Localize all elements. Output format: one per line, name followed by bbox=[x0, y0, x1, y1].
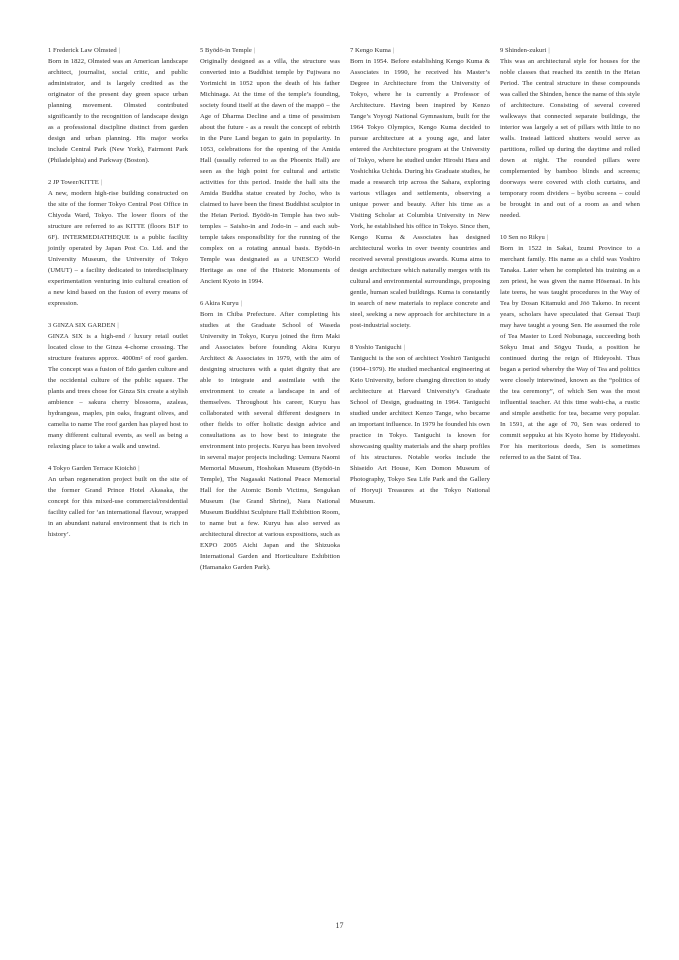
column-2 bbox=[200, 45, 340, 584]
note-heading: 1 Frederick Law Olmsted | bbox=[48, 47, 121, 54]
note-shinden-zukuri bbox=[500, 45, 640, 221]
note-body: This was an architectural style for houses for the noble classes that reached its zenith in the Heian Period. The central structure in these compounds was called the Shinden, hence the name of this style of architecture. Consisting of several covered walkways that connected separate buildings, the interior was largely a set of pillars with little to no walls. Instead latticed shutters would serve as partitions, rolled up during the daytime and rolled down at night. The rounded pillars were complemented by bamboo blinds and screens; doorways were covered with cloth curtains, and temporary room dividers – byōbu screens – could be brought in and out of a room as and when needed. bbox=[500, 58, 640, 219]
note-body: Originally designed as a villa, the structure was converted into a Buddhist temple by Fujiwara no Yorimichi in 1052 upon the death of his father Michinaga. At the time of the temple’s founding, society found itself at the dawn of the mappō – the Age of Dharma Decline and a time of pessimism about the future - as a result the concept of rebirth in the Pure Land began to gain in popularity. In 1053, celebrations for the opening of the Amida Hall (usually referred to as the Phoenix Hall) are seen as the high point for cultural and artistic activities for this period. Inside the hall sits the Amida Buddha statue created by Jocho, who is claimed to have been the finest Buddhist sculptor in the Heian Period. Byōdō-in Temple has two sub-temples – Saisho-in and Jodo-in – and each sub-temple takes responsibility for the running of the complex on a rotating annual basis. Byōdō-in Temple was designated as a UNESCO World Heritage as one of the Historic Monuments of Ancient Kyoto in 1994. bbox=[200, 58, 340, 285]
note-akira-kuryu bbox=[200, 298, 340, 573]
note-body: An urban regeneration project built on the site of the former Grand Prince Hotel Akasaka, the concept for this mixed-use commercial/residential facility called for ‘an international flavour, wrapped in an abundant natural environment that is rich in history’. bbox=[48, 476, 188, 538]
note-heading: 6 Akira Kuryu | bbox=[200, 300, 243, 307]
note-sen-no-rikyu bbox=[500, 232, 640, 463]
note-heading: 7 Kengo Kuma | bbox=[350, 47, 395, 54]
note-body: Born in 1522 in Sakai, Izumi Province to a merchant family. His name as a child was Yoshiro Tanaka. Later when he completed his training as a zen priest, he was given the name Hōsensai. In his late teens, he was taught procedures in the Way of Tea by Dosan Kitamuki and Jōō Takeno. In recent years, scholars have speculated that Gensai Tsuji may have taught a young Sen. He assumed the role of Tea Master to Lord Nobunaga, succeeding both Sōkyu Imai and Sōgyu Tsuda, a position he continued during the reign of Hideyoshi. Thus began a period whereby the Way of Tea and politics were closely interwined, known as the “politics of the tea ceremony”, of which Sen was the most influential teacher. At this time wabi-cha, a rustic and simple aesthetic for tea, became very popular. In 1591, at the age of 70, Sen was ordered to commit seppuku at his Kyoto home by Hideyoshi. For his meritorious deeds, Sen is sometimes referred to as the Saint of Tea. bbox=[500, 245, 640, 461]
note-heading: 5 Byōdō-in Temple | bbox=[200, 47, 256, 54]
note-olmsted bbox=[48, 45, 188, 166]
note-heading: 3 GINZA SIX GARDEN | bbox=[48, 322, 119, 329]
note-body: Born in 1954. Before establishing Kengo Kuma & Associates in 1990, he received his Master’s Degree in Architecture from the University of Tokyo, where he is currently a Professor of Architecture. Having been inspired by Kenzo Tange’s Yoyogi National Gymnasium, built for the 1964 Tokyo Olympics, Kengo Kuma decided to pursue architecture at a young age, and later entered the Architecture program at the University of Tokyo, where he studied under Hiroshi Hara and Yoshichika Uchida. During his Graduate studies, he made a research trip across the Sahara, exploring various villages and settlements, observing a unique power and beauty. After his time as a Visiting Scholar at Columbia University in New York, he established his office in Tokyo. Since then, Kengo Kuma & Associates has designed architectural works in over twenty countries and received several prestigious awards. Kuma aims to design architecture which naturally merges with its cultural and environmental surroundings, proposing gentle, human scaled buildings. Kuma is constantly in search of new materials to replace concrete and steel, seeking a new approach for architecture in a post-industrial society. bbox=[350, 58, 490, 329]
note-heading: 10 Sen no Rikyu | bbox=[500, 234, 549, 241]
page-number: 17 bbox=[335, 921, 344, 930]
note-heading: 8 Yoshio Taniguchi | bbox=[350, 344, 406, 351]
note-yoshio-taniguchi bbox=[350, 342, 490, 507]
note-tokyo-garden-terrace bbox=[48, 463, 188, 540]
note-kengo-kuma bbox=[350, 45, 490, 331]
note-body: GINZA SIX is a high-end / luxury retail outlet located close to the Ginza 4-chome crossing. The structure features approx. 4000m² of roof garden. The concept was a fusion of Edo garden culture and the occidental culture of the public square. The plants and trees chose for Ginza Six create a stylish ambience – sakura cherry blossoms, azaleas, hydrangeas, maples, pin oaks, fragrant olives, and camelia to name The roof garden has played host to many different cultural events, as well as being a relaxing place to take a walk and unwind. bbox=[48, 333, 188, 450]
column-3 bbox=[350, 45, 490, 518]
note-body: Born in Chiba Prefecture. After completing his studies at the Graduate School of Waseda University in Tokyo, Kuryu joined the firm Maki and Associates before founding Akira Kuryu Architect & Associates in 1979, with the aim of designing structures with a quiet dignity that are able to integrate and assimilate with the environment to create a landscape in and of themselves. Throughout his career, Kuryu has collaborated with several different designers in other fields to offer holistic design advice and consultations as to how best to integrate the environment into projects. Kuryu has been involved in several major projects including: Uemura Naomi Memorial Museum, Hoshokan Museum (Byōdō-in Temple), The Nagasaki National Peace Memorial Hall for the Atomic Bomb Victims, Sengukan Museum (Ise Grand Shrine), Nara National Museum Buddhist Sculpture Hall Exhibition Room, to name but a few. Kuryu has also served as architectural director at various expositions, such as EXPO 2005 Aichi Japan and the Shizuoka International Garden and Horticulture Exhibition (Hamanako Garden Park). bbox=[200, 311, 340, 571]
note-byodo-in bbox=[200, 45, 340, 287]
note-body: Taniguchi is the son of architect Yoshirō Taniguchi (1904–1979). He studied mechanical engineering at Keio University, before changing direction to study architecture at Harvard University’s Graduate School of Design, graduating in 1964. Taniguchi studied under architect Kenzo Tange, who became an important influence. In 1979 he founded his own practice in Tokyo. Taniguchi is known for showcasing quality materials and the sharp profiles of his structures. Notable works include the Shiseido Art House, Ken Domon Museum of Photography, Tokyo Sea Life Park and the Gallery of Horyuji Treasures at the Tokyo National Museum. bbox=[350, 355, 490, 505]
note-ginza-six-garden bbox=[48, 320, 188, 452]
note-jp-tower-kitte bbox=[48, 177, 188, 309]
note-heading: 9 Shinden-zukuri | bbox=[500, 47, 550, 54]
note-body: A new, modern high-rise building constructed on the site of the former Tokyo Central Post Office in Chiyoda Ward, Tokyo. The lower floors of the structure are referred to as KITTE (floors B1F to 6F). INTERMEDIATHEQUE is a public facility jointly operated by Japan Post Co. Ltd. and the University Museum, the University of Tokyo (UMUT) – a facility dedicated to interdisciplinary experimentation venturing into cultural creation of a new kind based on the fusion of every means of expression. bbox=[48, 190, 188, 307]
note-body: Born in 1822, Olmsted was an American landscape architect, journalist, social critic, and public administrator, and is largely credited as the originator of the present day green space urban planning movement. Olmsted contributed significantly to the recognition of landscape design as a professional discipline distinct from garden design and urban planning. His major works include Central Park (New York), Fairmont Park (Philadelphia) and Parkway (Boston). bbox=[48, 58, 188, 164]
note-heading: 4 Tokyo Garden Terrace Kioichō | bbox=[48, 465, 140, 472]
note-heading: 2 JP Tower/KITTE | bbox=[48, 179, 103, 186]
column-1 bbox=[48, 45, 188, 551]
column-4 bbox=[500, 45, 640, 474]
